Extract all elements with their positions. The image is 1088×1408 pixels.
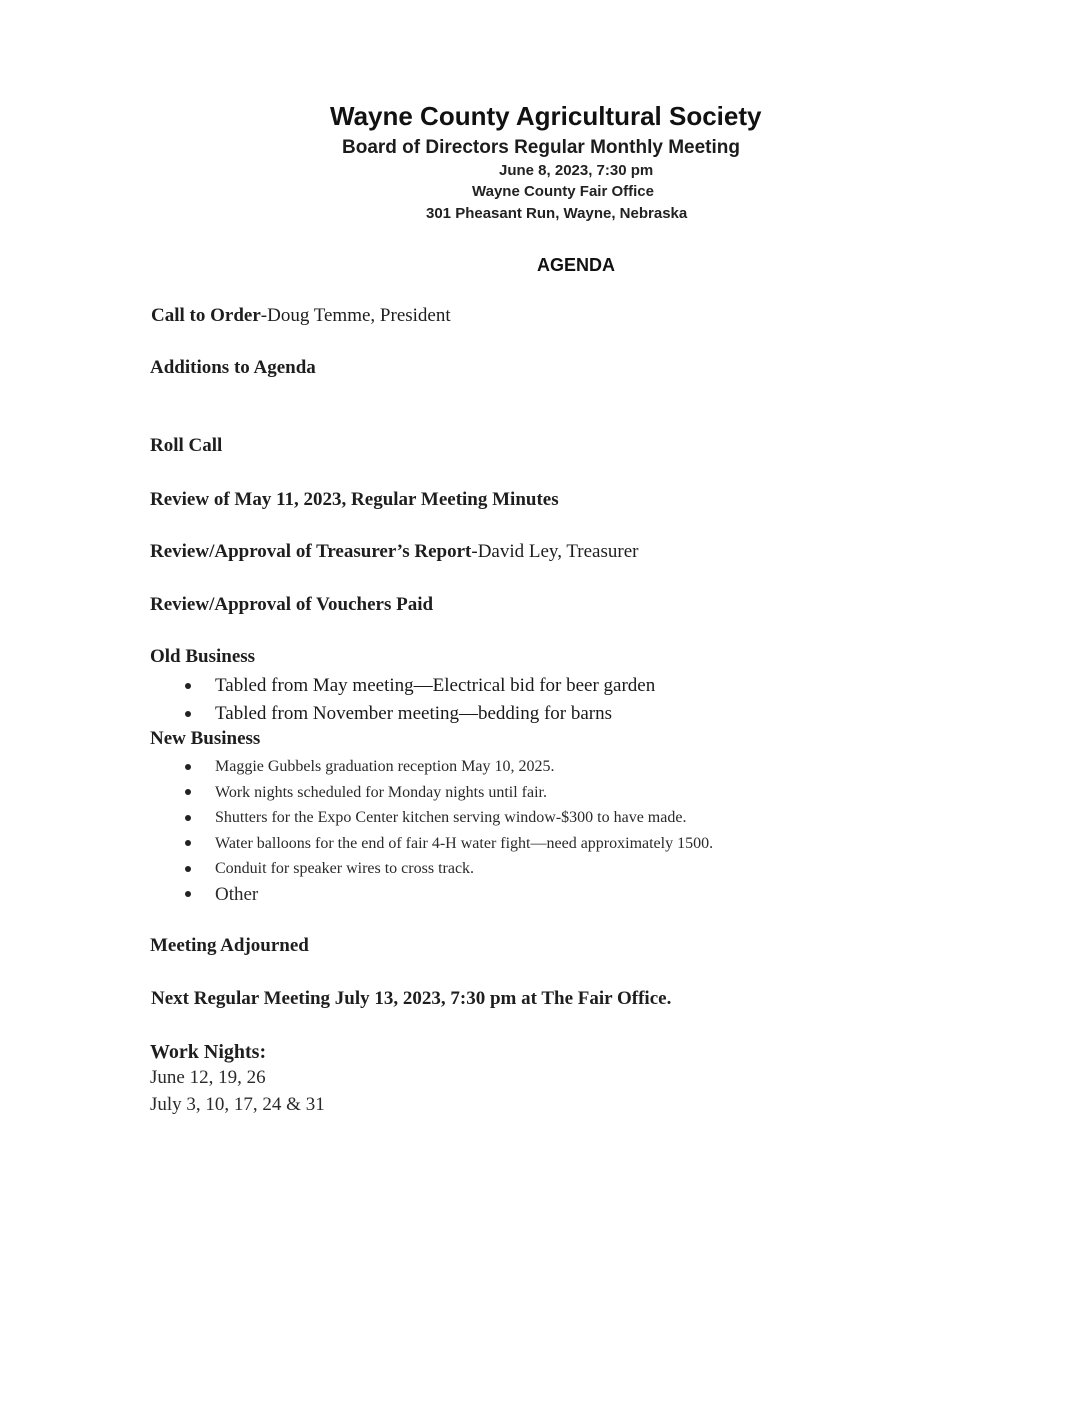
bullet-icon bbox=[185, 711, 191, 717]
agenda-item-label: Review of May 11, 2023, Regular Meeting Minutes bbox=[150, 489, 559, 510]
agenda-item-adjourned bbox=[150, 935, 309, 957]
meeting-address: 301 Pheasant Run, Wayne, Nebraska bbox=[426, 205, 688, 222]
agenda-item-detail: -David Ley, Treasurer bbox=[471, 541, 639, 562]
bullet-icon bbox=[185, 840, 191, 846]
new-business-heading bbox=[150, 728, 260, 750]
agenda-item-label: Call to Order bbox=[151, 305, 261, 326]
agenda-item-vouchers bbox=[150, 594, 433, 616]
list-item-text: Water balloons for the end of fair 4-H water fight—need approximately 1500. bbox=[215, 834, 714, 852]
work-nights-june: June 12, 19, 26 bbox=[150, 1067, 266, 1088]
list-item-text: Conduit for speaker wires to cross track. bbox=[215, 860, 475, 877]
list-item-text: Maggie Gubbels graduation reception May 10, 2025. bbox=[215, 758, 555, 775]
agenda-item-label: Additions to Agenda bbox=[150, 357, 316, 378]
agenda-item-call-to-order bbox=[151, 305, 451, 327]
agenda-item-next-meeting bbox=[151, 988, 671, 1010]
meeting-date: June 8, 2023, 7:30 pm bbox=[499, 162, 654, 179]
list-item-text: Shutters for the Expo Center kitchen serving window-$300 to have made. bbox=[215, 809, 687, 826]
list-item bbox=[185, 882, 713, 908]
work-nights-heading bbox=[150, 1041, 266, 1064]
list-item-text: Tabled from November meeting—bedding for barns bbox=[215, 703, 613, 724]
list-item-text: Work nights scheduled for Monday nights until fair. bbox=[215, 783, 547, 801]
meeting-title: Board of Directors Regular Monthly Meeting bbox=[342, 137, 740, 158]
agenda-item-label: Next Regular Meeting July 13, 2023, 7:30 pm at The Fair Office. bbox=[151, 988, 672, 1009]
organization-title: Wayne County Agricultural Society bbox=[330, 101, 762, 131]
work-nights-july: July 3, 10, 17, 24 & 31 bbox=[150, 1094, 325, 1115]
agenda-item-label: Meeting Adjourned bbox=[150, 935, 309, 956]
agenda-heading: AGENDA bbox=[537, 255, 616, 275]
bullet-icon bbox=[185, 764, 191, 770]
list-item bbox=[185, 780, 713, 806]
bullet-icon bbox=[185, 891, 191, 897]
old-business-list bbox=[185, 672, 655, 728]
agenda-item-label: Old Business bbox=[150, 646, 256, 667]
list-item bbox=[185, 672, 655, 700]
list-item-text: Other bbox=[215, 883, 259, 905]
bullet-icon bbox=[185, 866, 191, 872]
agenda-item-detail: -Doug Temme, President bbox=[260, 305, 451, 326]
bullet-icon bbox=[185, 815, 191, 821]
agenda-item-label: Review/Approval of Vouchers Paid bbox=[150, 594, 434, 615]
agenda-item-label: Review/Approval of Treasurer’s Report bbox=[150, 541, 472, 562]
meeting-location: Wayne County Fair Office bbox=[472, 183, 654, 200]
list-item bbox=[185, 805, 713, 831]
list-item bbox=[185, 754, 713, 780]
list-item bbox=[185, 856, 713, 882]
work-nights-label: Work Nights: bbox=[150, 1041, 267, 1063]
agenda-item-treasurer-report bbox=[150, 541, 638, 563]
agenda-item-minutes bbox=[150, 489, 559, 511]
agenda-item-label: Roll Call bbox=[150, 435, 223, 456]
bullet-icon bbox=[185, 683, 191, 689]
list-item bbox=[185, 700, 655, 728]
new-business-list bbox=[185, 754, 713, 907]
list-item bbox=[185, 831, 713, 857]
bullet-icon bbox=[185, 789, 191, 795]
list-item-text: Tabled from May meeting—Electrical bid for beer garden bbox=[215, 675, 656, 696]
agenda-item-label: New Business bbox=[150, 728, 261, 749]
agenda-item-roll-call bbox=[150, 435, 222, 457]
agenda-item-additions bbox=[150, 357, 316, 379]
old-business-heading bbox=[150, 646, 255, 668]
